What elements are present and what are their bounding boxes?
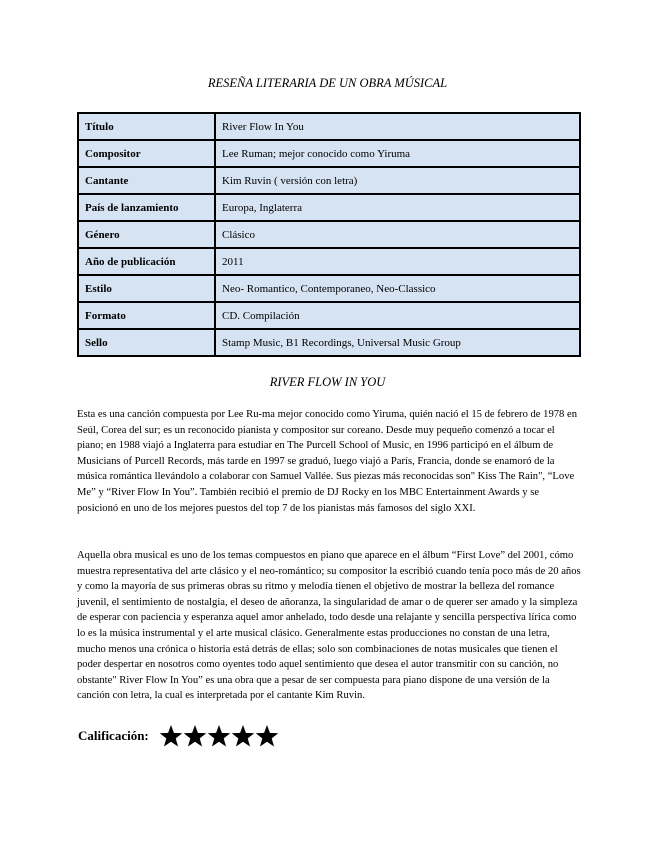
row-label: Sello: [78, 329, 215, 356]
row-label: Compositor: [78, 140, 215, 167]
table-row: [78, 329, 580, 356]
star-icon: [207, 724, 231, 748]
row-label: Título: [78, 113, 215, 140]
row-label: Formato: [78, 302, 215, 329]
rating-label: Calificación:: [78, 728, 149, 743]
page-title: RESEÑA LITERARIA DE UN OBRA MÚSICAL: [207, 76, 448, 90]
row-value: Clásico: [215, 221, 580, 248]
row-value: Stamp Music, B1 Recordings, Universal Music Group: [215, 329, 580, 356]
row-label: Año de publicación: [78, 248, 215, 275]
paragraph-review: Aquella obra musical es uno de los temas compuestos en piano que aparece en el álbum “First Love” del 2001, cómo muestra representativa del arte clásico y el neo-romántico; su compositor la escribió cuando tenía poco más de 20 años y como la mayoría de sus primeras obras su ritmo y melodía tienen el objetivo de mostrar la belleza del romance juvenil, el sentimiento de nostalgia, el deseo de añoranza, la singularidad de amar o de querer ser amado y la simpleza de esperar con paciencia y esperanza aquel amor anhelado, todo desde una relajante y sencilla perspectiva lírica como lo es la música instrumental y el arte musical clásico. Generalmente estas producciones no constan de una letra, mucho menos una crónica o historia está detrás de ellas; solo son combinaciones de notas musicales que tienen el poder despertar en nosotros como oyentes todo aquel sentimiento que desea el autor transmitir con su canción, no obstante" River Flow In You” es una obra que a pesar de ser compuesta para piano dispone de una versión de la canción con letra, la cual es interpretada por el cantante Kim Ruvin.: [77, 550, 581, 702]
table-row: [78, 248, 580, 275]
table-row: [78, 302, 580, 329]
star-icon: [159, 724, 183, 748]
row-value: 2011: [215, 248, 580, 275]
rating: [78, 722, 279, 750]
star-icon: [183, 724, 207, 748]
star-icon: [231, 724, 255, 748]
table-row: [78, 167, 580, 194]
row-label: Género: [78, 221, 215, 248]
table-row: [78, 113, 580, 140]
row-value: Europa, Inglaterra: [215, 194, 580, 221]
row-value: River Flow In You: [215, 113, 580, 140]
row-label: País de lanzamiento: [78, 194, 215, 221]
star-icon: [255, 724, 279, 748]
table-row: [78, 140, 580, 167]
row-label: Cantante: [78, 167, 215, 194]
row-label: Estilo: [78, 275, 215, 302]
row-value: Kim Ruvin ( versión con letra): [215, 167, 580, 194]
table-row: [78, 194, 580, 221]
row-value: CD. Compilación: [215, 302, 580, 329]
table-row: [78, 275, 580, 302]
info-table: [77, 112, 581, 357]
row-value: Lee Ruman; mejor conocido como Yiruma: [215, 140, 580, 167]
star-rating: [159, 724, 279, 748]
row-value: Neo- Romantico, Contemporaneo, Neo-Classico: [215, 275, 580, 302]
paragraph-biography: Esta es una canción compuesta por Lee Ru-ma mejor conocido como Yiruma, quién nació el 15 de febrero de 1978 en Seúl, Corea del sur; es un reconocido pianista y compositor sur coreano. Desde muy pequeño comenzó a tocar el piano; en 1988 viajó a Inglaterra para estudiar en The Purcell School of Music, en 1996 participó en el álbum de Musicians of Purcell Records, más tarde en 1997 se graduó, luego viajó a París, Francia, donde se enamoró de la música romántica llevándolo a colaborar con Samuel Vallée. Sus piezas más reconocidas son" Kiss The Rain", “Love Me” y “River Flow In You”. También recibió el premio de DJ Rocky en los MBC Entertainment Awards y se posicionó en uno de los mejores puestos del top 7 de los pianistas más famosos del siglo XXI.: [77, 409, 577, 514]
table-row: [78, 221, 580, 248]
section-title: RIVER FLOW IN YOU: [269, 375, 386, 389]
